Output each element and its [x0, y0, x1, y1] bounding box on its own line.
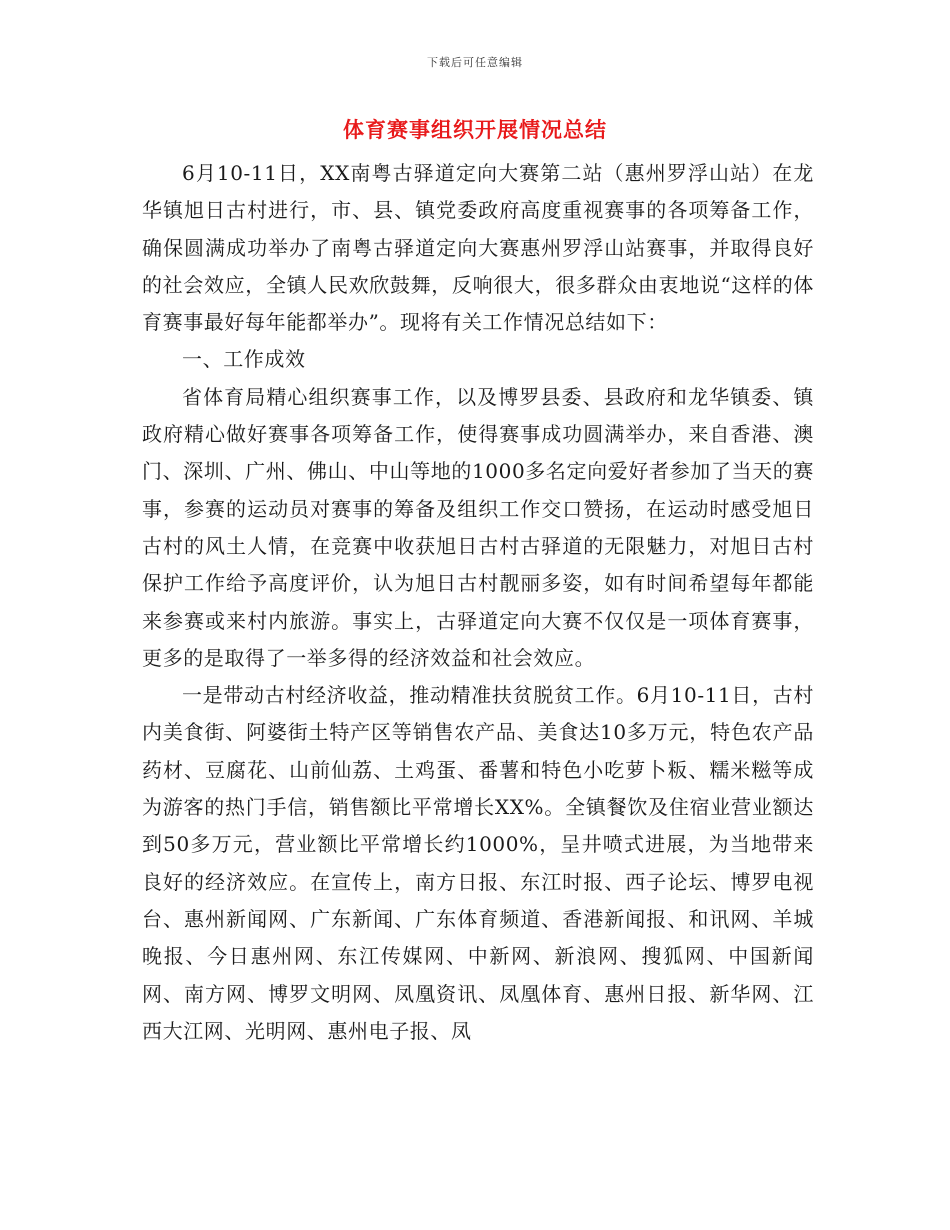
paragraph-results: 省体育局精心组织赛事工作，以及博罗县委、县政府和龙华镇委、镇政府精心做好赛事各项筹备工作，使得赛事成功圆满举办，来自香港、澳门、深圳、广州、佛山、中山等地的1000多名定向爱好者参加了当天的赛事，参赛的运动员对赛事的筹备及组织工作交口赞扬，在运动时感受旭日古村的风土人情，在竞赛中收获旭日古村古驿道的无限魅力，对旭日古村保护工作给予高度评价，认为旭日古村靓丽多姿，如有时间希望每年都能来参赛或来村内旅游。事实上，古驿道定向大赛不仅仅是一项体育赛事，更多的是取得了一举多得的经济效益和社会效应。: [142, 384, 814, 670]
paragraph-intro: 6月10-11日，XX南粤古驿道定向大赛第二站（惠州罗浮山站）在龙华镇旭日古村进行，市、县、镇党委政府高度重视赛事的各项筹备工作，确保圆满成功举办了南粤古驿道定向大赛惠州罗浮山站赛事，并取得良好的社会效应，全镇人民欢欣鼓舞，反响很大，很多群众由衷地说“这样的体育赛事最好每年能都举办”。现将有关工作情况总结如下：: [142, 161, 814, 335]
header-note: 下载后可任意编辑: [427, 56, 523, 69]
section-heading-work-results: 一、工作成效: [182, 347, 306, 372]
paragraph-economic-benefit: 一是带动古村经济收益，推动精准扶贫脱贫工作。6月10-11日，古村内美食街、阿婆街土特产区等销售农产品、美食达10多万元，特色农产品药材、豆腐花、山前仙荔、土鸡蛋、番薯和特色小吃萝卜粄、糯米糍等成为游客的热门手信，销售额比平常增长XX%。全镇餐饮及住宿业营业额达到50多万元，营业额比平常增长约1000%，呈井喷式进展，为当地带来良好的经济效应。在宣传上，南方日报、东江时报、西子论坛、博罗电视台、惠州新闻网、广东新闻、广东体育频道、香港新闻报、和讯网、羊城晚报、今日惠州网、东江传媒网、中新网、新浪网、搜狐网、中国新闻网、南方网、博罗文明网、凤凰资讯、凤凰体育、惠州日报、新华网、江西大江网、光明网、惠州电子报、凤: [142, 683, 814, 1043]
document-title: 体育赛事组织开展情况总结: [343, 117, 607, 142]
document-body: [142, 155, 814, 1050]
